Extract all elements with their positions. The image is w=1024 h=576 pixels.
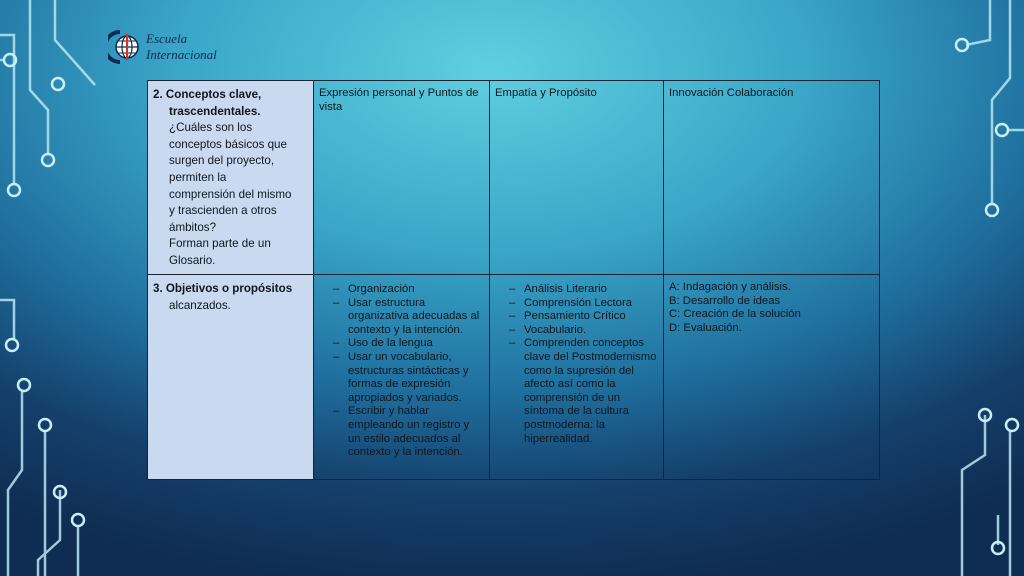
list-item: – Usar estructura organizativa adecuadas al contexto y la intención. (333, 297, 484, 338)
row-header-objetivos (148, 275, 314, 480)
list-item: – Pensamiento Crítico (509, 310, 658, 324)
list-item: – Análisis Literario (509, 283, 658, 297)
row-title-cont: trascendentales. (169, 104, 261, 118)
skills-list (495, 283, 658, 446)
globe-icon (108, 32, 138, 62)
table-cell (664, 275, 880, 480)
list-item: – Usar un vocabulario, estructuras sintácticas y formas de expresión apropiados y variados. (333, 351, 484, 405)
row-title-cont: alcanzados. (169, 298, 231, 312)
criteria-item: B: Desarrollo de ideas (669, 294, 781, 307)
list-item: – Organización (333, 283, 484, 297)
table-cell (314, 275, 490, 480)
table-row (148, 275, 880, 480)
row-title: 3. Objetivos o propósitos (153, 282, 293, 295)
list-item: – Escribir y hablar empleando un registro y un estilo adecuados al contexto y la intención. (333, 405, 484, 459)
criteria-item: D: Evaluación. (669, 321, 742, 334)
table-row (148, 81, 880, 275)
svg-text:Internacional: Internacional (146, 47, 217, 62)
school-logo (108, 28, 238, 66)
skills-list (319, 283, 484, 460)
list-item: – Uso de la lengua (333, 337, 484, 351)
list-item: – Vocabulario. (509, 324, 658, 338)
criteria-list (669, 281, 874, 335)
table-cell: Expresión personal y Puntos de vista (314, 81, 490, 275)
list-item: – Comprenden conceptos clave del Postmodernismo como la supresión del afecto así como la comprensión de un síntoma de la cultura postmoderna: la hiperrealidad. (509, 337, 658, 446)
table-cell: Innovación Colaboración (664, 81, 880, 275)
svg-text:Escuela: Escuela (146, 31, 188, 46)
list-item: – Comprensión Lectora (509, 297, 658, 311)
row-title: 2. Conceptos clave, (153, 88, 262, 101)
row-header-conceptos (148, 81, 314, 275)
row-description: ¿Cuáles son los conceptos básicos que surgen del proyecto, permiten la comprensión del mismo y trascienden a otros ámbitos? Forman parte de un Glosario. (169, 121, 292, 267)
criteria-item: A: Indagación y análisis. (669, 281, 791, 293)
table-cell: Empatía y Propósito (490, 81, 664, 275)
curriculum-table (147, 80, 880, 480)
table-cell (490, 275, 664, 480)
criteria-item: C: Creación de la solución (669, 308, 801, 321)
